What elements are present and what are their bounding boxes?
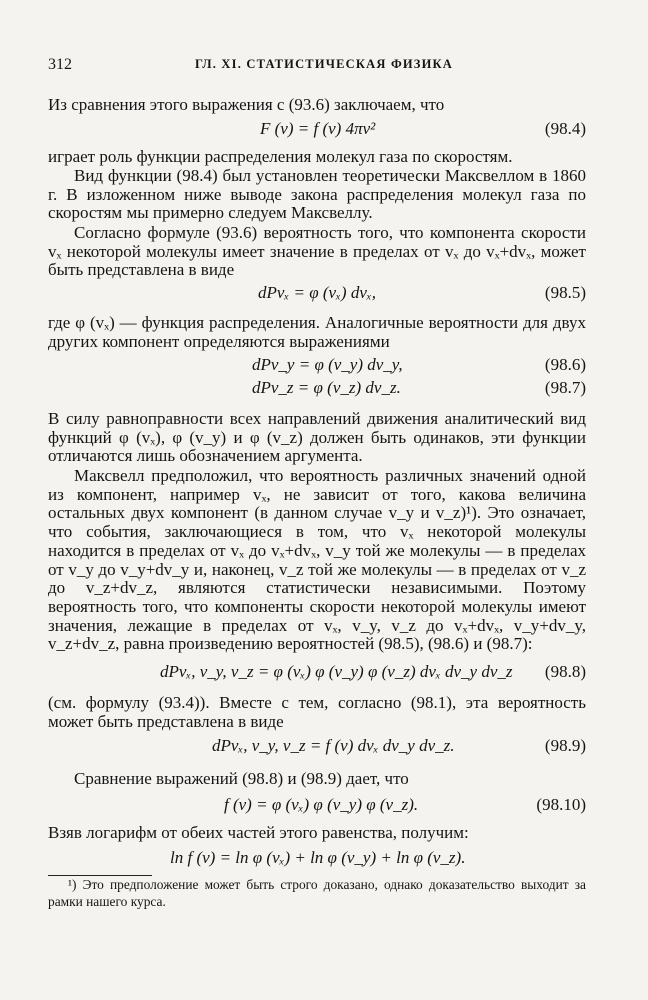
running-header bbox=[48, 56, 600, 78]
equation-number: (98.8) bbox=[544, 662, 586, 681]
equation-formula: dPv_z = φ (v_z) dv_z. bbox=[252, 378, 401, 397]
footnote: ¹) Это предположение может быть строго доказано, однако доказательство выходит за рамки нашего курса. bbox=[48, 877, 586, 909]
equation-98-9 bbox=[48, 736, 586, 758]
page-number: 312 bbox=[48, 56, 72, 73]
equation-number: (98.10) bbox=[536, 795, 586, 814]
equation-formula: dPv_y = φ (v_y) dv_y, bbox=[252, 355, 403, 374]
equation-number: (98.5) bbox=[544, 283, 586, 302]
paragraph-10: Взяв логарифм от обеих частей этого равенства, получим: bbox=[48, 823, 469, 842]
paragraph-2: играет роль функции распределения молекул газа по скоростям. bbox=[48, 147, 513, 166]
footnote-rule bbox=[48, 875, 152, 876]
equation-log bbox=[48, 848, 586, 870]
equation-formula: dPvₓ = φ (vₓ) dvₓ, bbox=[258, 283, 376, 302]
paragraph-4: Согласно формуле (93.6) вероятность того, что компонента скорости vₓ некоторой молекулы имеет значение в пределах от vₓ до vₓ+dvₓ, может быть представлена в виде bbox=[48, 223, 586, 280]
paragraph-9: Сравнение выражений (98.8) и (98.9) дает, что bbox=[74, 769, 409, 788]
equation-formula: f (v) = φ (vₓ) φ (v_y) φ (v_z). bbox=[224, 795, 419, 814]
equation-number: (98.4) bbox=[544, 119, 586, 138]
equation-formula: F (v) = f (v) 4πv² bbox=[260, 119, 376, 138]
paragraph-5: где φ (vₓ) — функция распределения. Аналогичные вероятности для двух других компонент определяются выражениями bbox=[48, 313, 586, 351]
equation-98-7 bbox=[48, 378, 586, 400]
equation-98-5 bbox=[48, 283, 586, 305]
equation-number: (98.7) bbox=[544, 378, 586, 397]
equation-98-8 bbox=[48, 662, 586, 684]
equation-98-4 bbox=[48, 119, 586, 141]
paragraph-8: (см. формулу (93.4)). Вместе с тем, согласно (98.1), эта вероятность может быть представлена в виде bbox=[48, 693, 586, 731]
equation-number: (98.9) bbox=[544, 736, 586, 755]
equation-98-10 bbox=[48, 795, 586, 817]
equation-number: (98.6) bbox=[544, 355, 586, 374]
paragraph-7: Максвелл предположил, что вероятность различных значений одной из компонент, например vₓ, не зависит от того, какова величина остальных двух компонент (в данном случае v_y и v_z)¹). Это означает, что события, заключающиеся в том, что vₓ некоторой молекулы находится в пределах от vₓ до vₓ+dvₓ, v_y той же молекулы — в пределах от v_y до v_y+dv_y и, наконец, v_z той же молекулы — в пределах от v_z до v_z+dv_z, являются статистически независимыми. Поэтому вероятность того, что компоненты скорости некоторой молекулы имеют значения, лежащие в пределах от vₓ, v_y, v_z до vₓ+dvₓ, v_y+dv_y, v_z+dv_z, равна произведению вероятностей (98.5), (98.6) и (98.7): bbox=[48, 466, 586, 654]
paragraph-3: Вид функции (98.4) был установлен теоретически Максвеллом в 1860 г. В изложенном ниже выводе закона распределения молекул газа по скоростям мы примерно следуем Максвеллу. bbox=[48, 166, 586, 223]
paragraph-6: В силу равноправности всех направлений движения аналитический вид функций φ (vₓ), φ (v_y) и φ (v_z) должен быть одинаков, эти функции отличаются лишь обозначением аргумента. bbox=[48, 409, 586, 466]
paragraph-1: Из сравнения этого выражения с (93.6) заключаем, что bbox=[48, 95, 445, 114]
equation-formula: dPvₓ, v_y, v_z = φ (vₓ) φ (v_y) φ (v_z) dvₓ dv_y dv_z bbox=[160, 662, 513, 681]
running-title: ГЛ. XI. СТАТИСТИЧЕСКАЯ ФИЗИКА bbox=[194, 57, 454, 71]
equation-formula: dPvₓ, v_y, v_z = f (v) dvₓ dv_y dv_z. bbox=[212, 736, 455, 755]
equation-formula: ln f (v) = ln φ (vₓ) + ln φ (v_y) + ln φ (v_z). bbox=[170, 848, 466, 867]
equation-98-6 bbox=[48, 355, 586, 377]
